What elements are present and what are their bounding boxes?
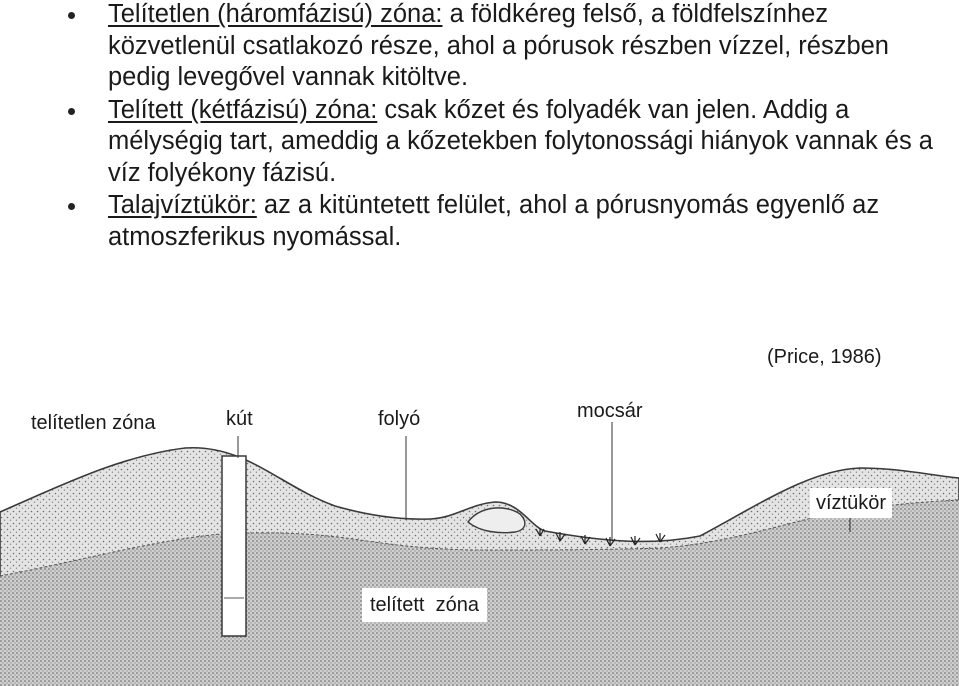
- bullet-water-table: [62, 190, 942, 253]
- definition-list: [62, 0, 942, 252]
- label-saturated-zone: telített zóna: [362, 588, 487, 622]
- bullet-dot: [68, 12, 75, 19]
- definition-unsaturated-zone: a földkéreg felső, a földfelszínhez közvetlenül csatlakozó része, ahol a pórusok részben vízzel, részben pedig levegővel vannak kitöltve.: [108, 0, 889, 91]
- bullet-unsaturated-zone: [62, 0, 942, 94]
- definition-water-table: az a kitüntetett felület, ahol a pórusnyomás egyenlő az atmoszferikus nyomással.: [108, 191, 880, 251]
- label-unsaturated-zone: telítetlen zóna: [31, 412, 156, 434]
- bullet-dot: [68, 203, 75, 210]
- label-water-table: víztükör: [810, 488, 892, 518]
- label-well: kút: [226, 408, 253, 430]
- bullet-saturated-zone: [62, 95, 942, 190]
- bullet-dot: [68, 108, 75, 115]
- label-marsh: mocsár: [577, 400, 643, 422]
- term-saturated-zone: Telített (kétfázisú) zóna:: [108, 95, 378, 124]
- definition-saturated-zone: csak kőzet és folyadék van jelen. Addig a mélységig tart, ameddig a kőzetekben folytonossági hiányok vannak és a víz folyékony fázisú.: [108, 95, 933, 187]
- well-icon: [222, 456, 246, 636]
- label-river: folyó: [378, 408, 421, 430]
- term-unsaturated-zone: Telítetlen (háromfázisú) zóna:: [108, 0, 443, 28]
- term-water-table: Talajvíztükör:: [108, 191, 257, 219]
- citation: (Price, 1986): [767, 346, 882, 368]
